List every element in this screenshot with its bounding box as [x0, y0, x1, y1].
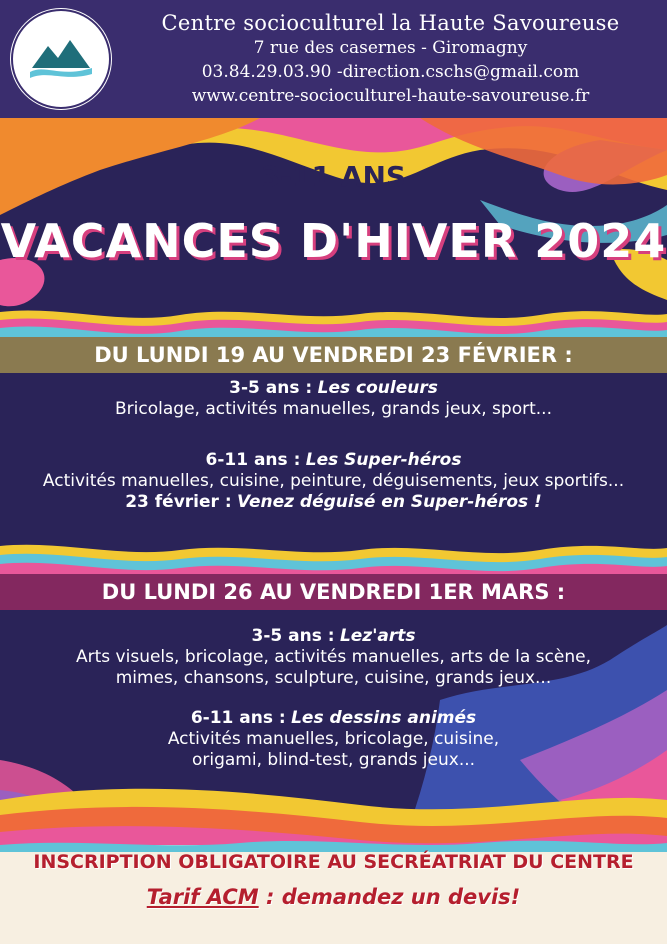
week1-g2-date: 23 février :	[125, 492, 232, 512]
week2-group1	[0, 626, 667, 689]
week2-g2-desc-line1: Activités manuelles, bricolage, cuisine,	[167, 729, 500, 749]
org-name: Centre socioculturel la Haute Savoureuse	[161, 11, 620, 35]
week1-g2-note: Venez déguisé en Super-héros !	[237, 492, 542, 512]
week2-g2-desc-line2: origami, blind-test, grands jeux...	[191, 750, 476, 770]
header-contact	[118, 10, 663, 108]
website-link[interactable]: www.centre-socioculturel-haute-savoureuse.fr	[191, 86, 590, 106]
week1-group2	[0, 450, 667, 513]
week2-g1-desc-line2: mimes, chansons, sculpture, cuisine, grands jeux...	[115, 668, 552, 688]
week2-g1-theme: Lez'arts	[339, 626, 416, 646]
week2-band: DU LUNDI 26 AU VENDREDI 1ER MARS :	[0, 574, 667, 610]
logo-mountain-icon	[10, 8, 112, 110]
week1-g1-desc: Bricolage, activités manuelles, grands jeux, sport...	[115, 399, 552, 419]
week2-g2-age: 6-11 ans :	[190, 708, 286, 728]
week1-band: DU LUNDI 19 AU VENDREDI 23 FÉVRIER :	[0, 337, 667, 373]
week1-g1-theme: Les couleurs	[317, 378, 438, 398]
week1-g2-age: 6-11 ans :	[205, 450, 301, 470]
age-range: 3-11 ANS	[260, 160, 407, 193]
page-title: VACANCES D'HIVER 2024	[0, 214, 667, 268]
header-bar	[0, 0, 667, 118]
week1-group1	[0, 378, 667, 420]
registration-notice: INSCRIPTION OBLIGATOIRE AU SECRÉATRIAT DU CENTRE	[33, 851, 634, 873]
week2-g1-desc-line1: Arts visuels, bricolage, activités manuelles, arts de la scène,	[76, 647, 591, 667]
week1-g2-desc: Activités manuelles, cuisine, peinture, déguisements, jeux sportifs...	[42, 471, 625, 491]
week2-g2-theme: Les dessins animés	[291, 708, 477, 728]
address: 7 rue des casernes - Giromagny	[253, 38, 528, 58]
week2-g1-age: 3-5 ans :	[251, 626, 335, 646]
logo	[10, 8, 112, 110]
tarif-label[interactable]: Tarif ACM	[146, 885, 259, 909]
tarif-line	[0, 885, 667, 909]
contact-line[interactable]: 03.84.29.03.90 -direction.cschs@gmail.com	[201, 62, 580, 82]
week1-g1-age: 3-5 ans :	[229, 378, 313, 398]
week2-group2	[0, 708, 667, 771]
tarif-text: : demandez un devis!	[258, 885, 521, 909]
week1-g2-theme: Les Super-héros	[305, 450, 462, 470]
